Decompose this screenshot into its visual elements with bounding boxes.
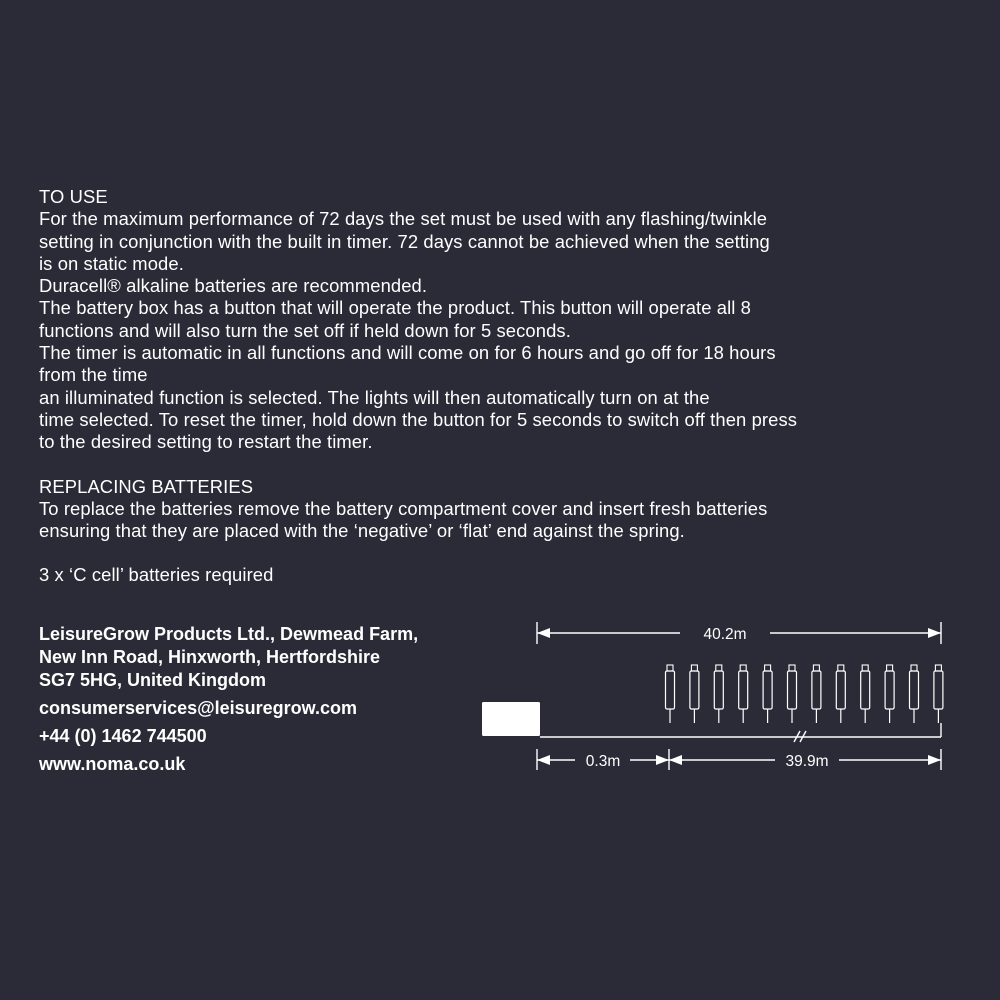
contact-email: consumerservices@leisuregrow.com (39, 698, 358, 718)
arrowhead (537, 755, 550, 765)
to-use-line: setting in conjunction with the built in timer. 72 days cannot be achieved when the setting (39, 230, 770, 252)
battery-requirement: 3 x ‘C cell’ batteries required (39, 564, 274, 586)
bulb (861, 665, 870, 723)
replacing-line: To replace the batteries remove the battery compartment cover and insert fresh batteries (39, 497, 768, 519)
bulb (666, 665, 675, 723)
contact-website: www.noma.co.uk (39, 754, 186, 774)
battery-box (482, 702, 540, 736)
arrowhead (928, 628, 941, 638)
bulb (934, 665, 943, 723)
to-use-line: The timer is automatic in all functions and will come on for 6 hours and go off for 18 hours (39, 342, 776, 364)
lit-length-label: 39.9m (785, 753, 829, 770)
arrowhead (928, 755, 941, 765)
to-use-line: time selected. To reset the timer, hold down the button for 5 seconds to switch off then press (39, 408, 798, 430)
bulb (812, 665, 821, 723)
to-use-line: is on static mode. (39, 252, 184, 274)
bulb (690, 665, 699, 723)
address-line: SG7 5HG, United Kingdom (39, 670, 267, 690)
bulb (739, 665, 748, 723)
to-use-line: The battery box has a button that will operate the product. This button will operate all 8 (39, 297, 752, 319)
arrowhead (656, 755, 669, 765)
to-use-line: an illuminated function is selected. The lights will then automatically turn on at the (39, 386, 710, 408)
bulb (885, 665, 894, 723)
section-heading-to-use: TO USE (39, 186, 108, 207)
contact-block (39, 623, 479, 776)
to-use-line: functions and will also turn the set off if held down for 5 seconds. (39, 319, 571, 341)
bulb (714, 665, 723, 723)
section-heading-replacing-batteries: REPLACING BATTERIES (39, 475, 254, 497)
bulb (788, 665, 797, 723)
arrowhead (669, 755, 682, 765)
address-line: New Inn Road, Hinxworth, Hertfordshire (39, 647, 381, 667)
section-spacer (39, 454, 969, 476)
contact-phone: +44 (0) 1462 744500 (39, 726, 207, 746)
to-use-line: to the desired setting to restart the timer. (39, 431, 373, 453)
replacing-line: ensuring that they are placed with the ‘negative’ or ‘flat’ end against the spring. (39, 520, 685, 542)
instructions-text (39, 186, 969, 587)
total-length-label: 40.2m (703, 626, 747, 643)
section-spacer (39, 542, 969, 564)
to-use-line: Duracell® alkaline batteries are recommended. (39, 275, 428, 297)
address-line: LeisureGrow Products Ltd., Dewmead Farm, (39, 624, 419, 644)
bulb (836, 665, 845, 723)
bulb-group (666, 665, 943, 723)
to-use-line: from the time (39, 364, 148, 386)
light-string-diagram (470, 610, 960, 785)
bulb (910, 665, 919, 723)
lead-length-label: 0.3m (585, 753, 621, 770)
arrowhead (537, 628, 550, 638)
bulb (763, 665, 772, 723)
to-use-line: For the maximum performance of 72 days the set must be used with any flashing/twinkle (39, 208, 768, 230)
